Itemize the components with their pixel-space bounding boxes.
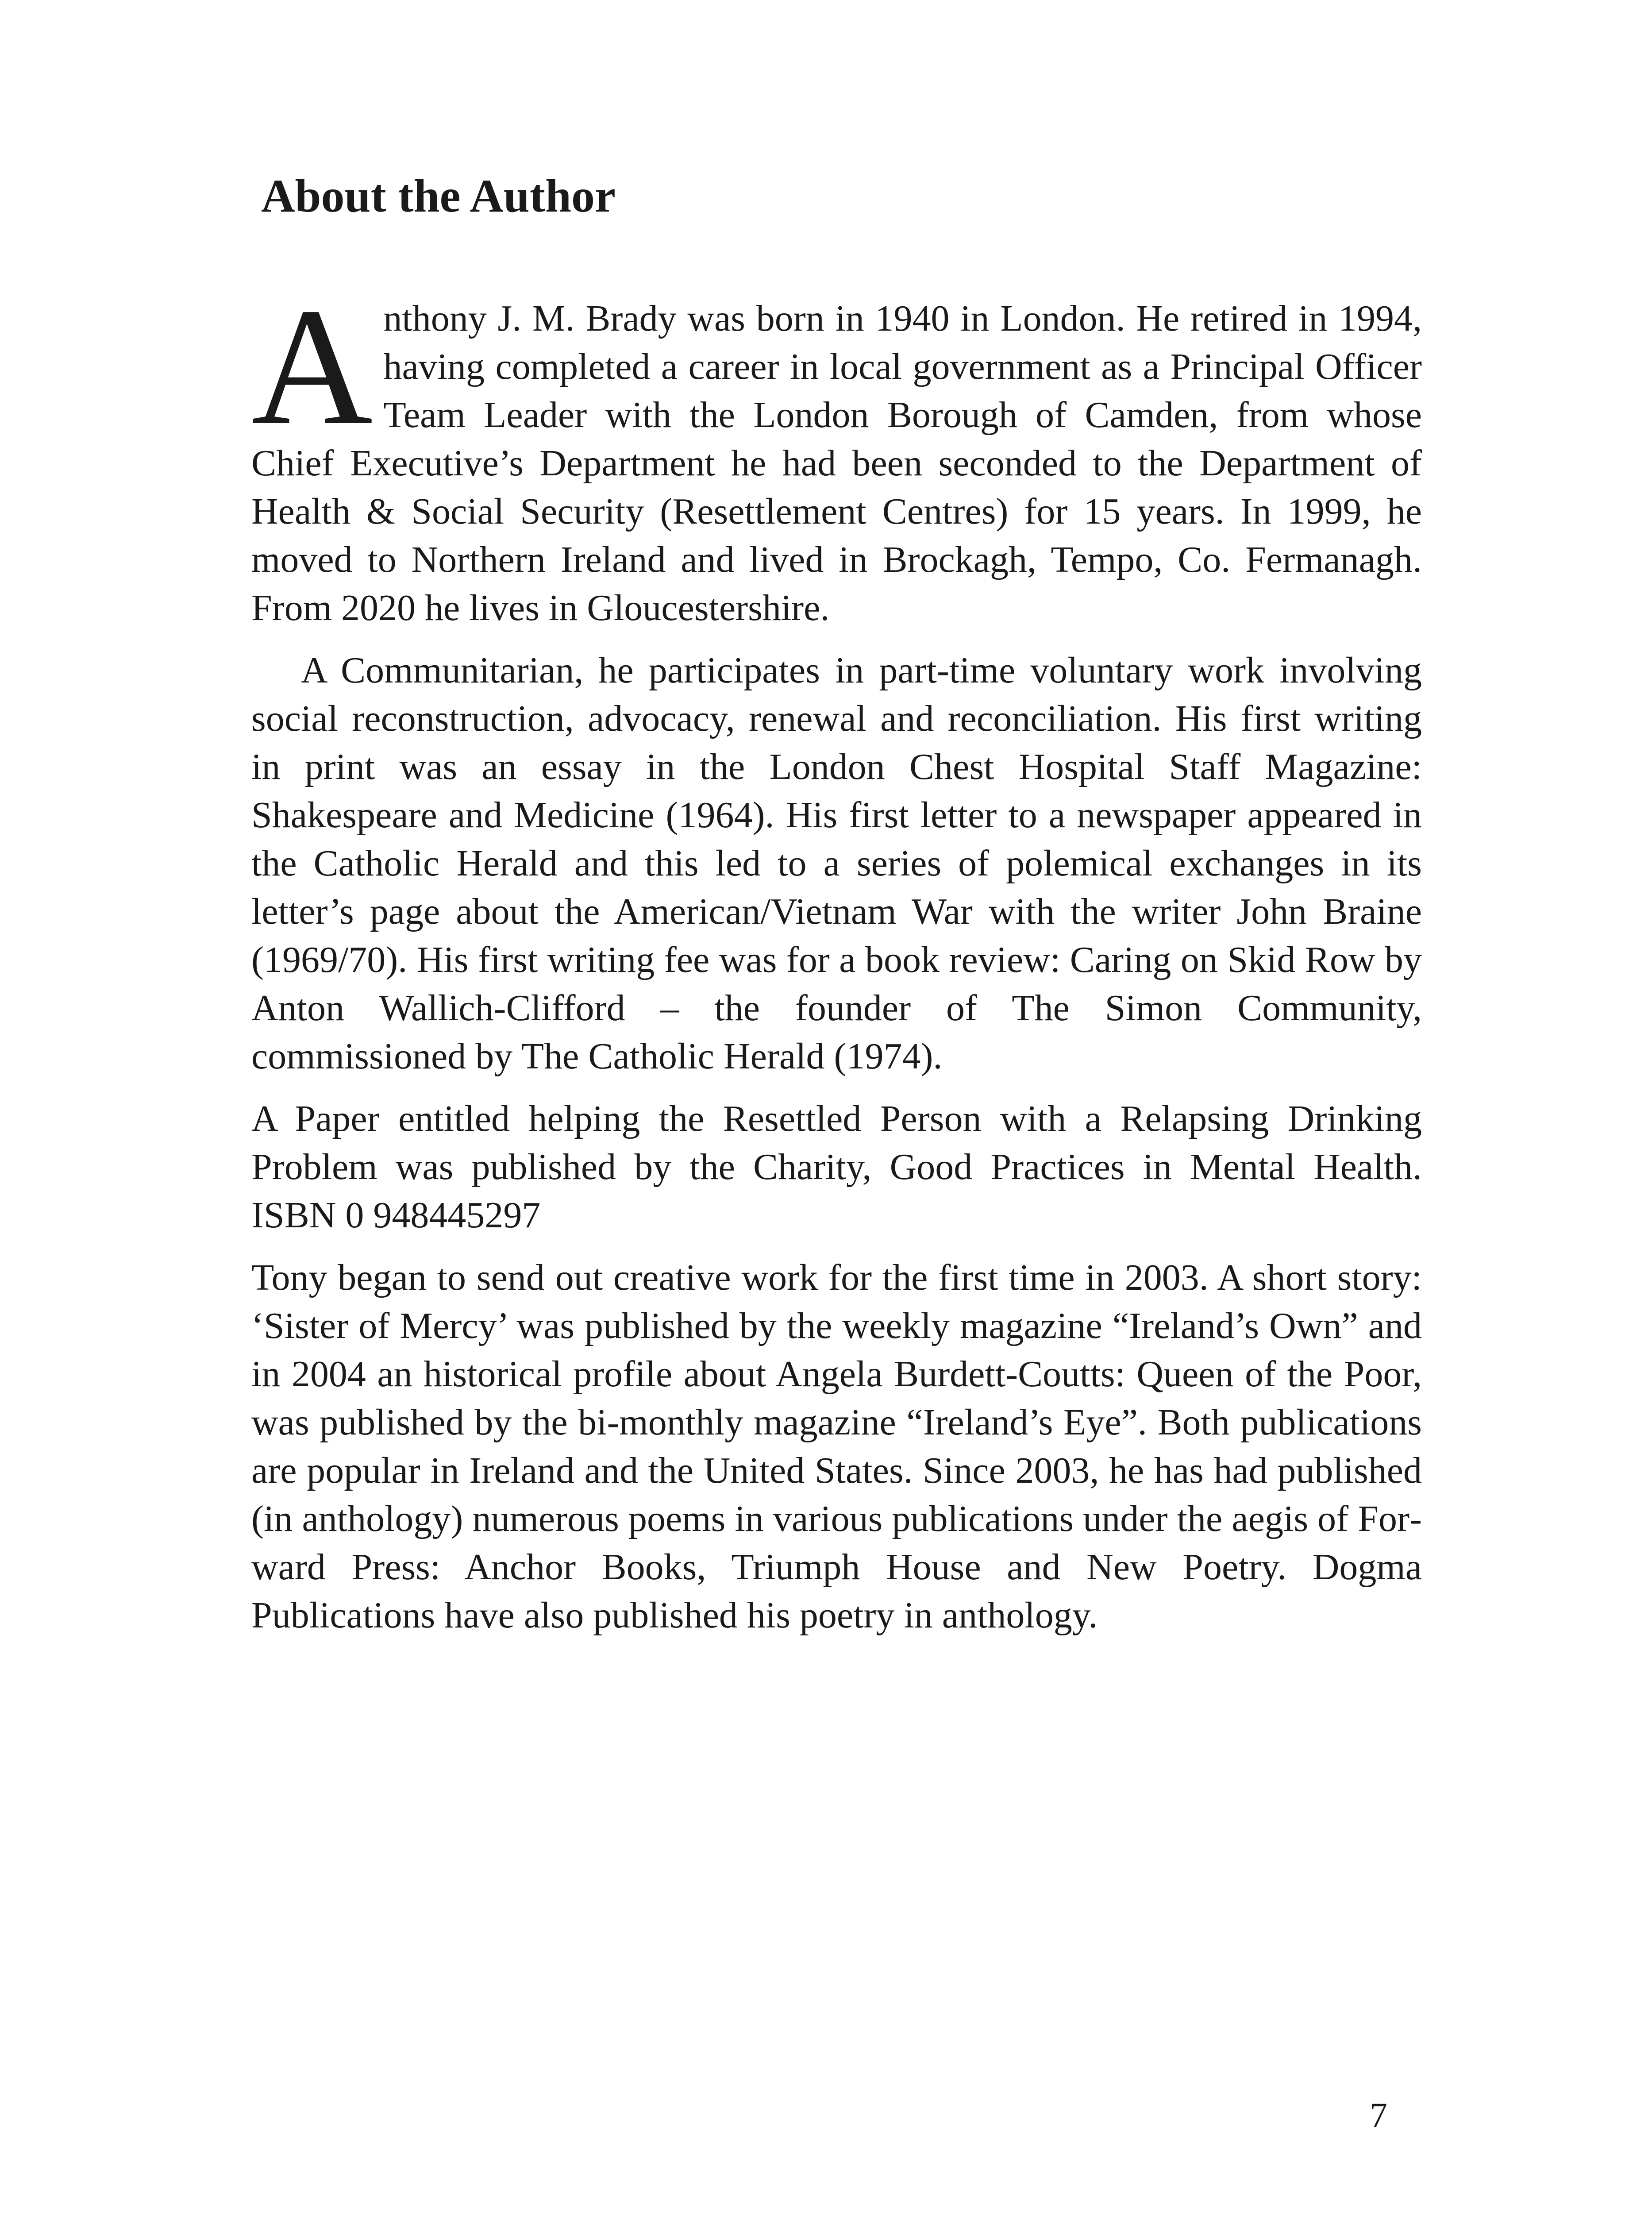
paragraph-creative-work: Tony began to send out creative work for the first time in 2003. A short story: ‘Sister of Mercy’ was published by the weekly magazine “Ireland’s Own” and in 2004 an historical profile about Angela Burdett-Coutts: Queen of the Poor, was published by the bi-monthly magazine “Ireland’s Eye”. Both publications are popular in Ireland and the United States. Since 2003, he has had published (in anthology) numerous poems in various publications under the aegis of Forward Press: Anchor Books, Triumph House and New Poetry. Dogma Publications have also published his poetry in anthology. [251, 1257, 1422, 1636]
paragraph-communitarian: A Communitarian, he participates in part-time voluntary work involving social reconstruction, advocacy, renewal and reconciliation. His first writing in print was an essay in the London Chest Hospital Staff Magazine: Shakespeare and Medicine (1964). His first letter to a newspaper appeared in the Catholic Herald and this led to a series of polemical exchanges in its letter’s page about the American/Vietnam War with the writer John Braine (1969/70). His first writing fee was for a book review: Caring on Skid Row by Anton Wallich-Clifford – the founder of The Simon Community, commissioned by The Catholic Herald (1974). [251, 650, 1422, 1077]
drop-cap: A [251, 274, 373, 460]
paragraph-paper: A Paper entitled helping the Resettled Person with a Relapsing Drinking Problem was published by the Charity, Good Practices in Mental Health. ISBN 0 948445297 [251, 1098, 1422, 1236]
page-number: 7 [1370, 2096, 1387, 2135]
page-title: About the Author [261, 170, 616, 222]
author-biography [251, 274, 1422, 1654]
paragraph-birth-career [251, 274, 1422, 632]
paragraph-birth-career-text: nthony J. M. Brady was born in 1940 in London. He retired in 1994, having completed a career in local government as a Principal Officer Team Leader with the London Borough of Camden, from whose Chief Executive’s Department he had been seconded to the Department of Health & Social Security (Resettlement Centres) for 15 years. In 1999, he moved to Northern Ireland and lived in Brockagh, Tempo, Co. Fermanagh. From 2020 he lives in Gloucestershire. [251, 298, 1422, 628]
